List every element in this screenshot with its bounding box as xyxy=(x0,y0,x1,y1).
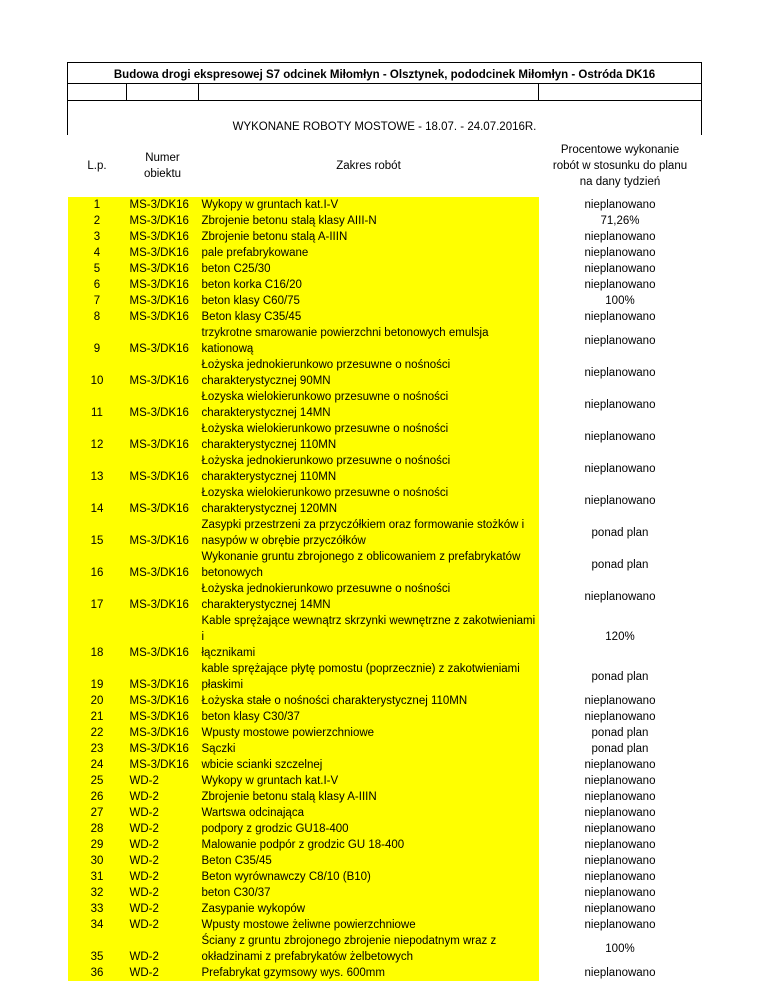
table-row xyxy=(68,757,702,773)
table-row xyxy=(68,325,702,357)
work-scope: beton korka C16/20 xyxy=(199,277,539,293)
row-number: 36 xyxy=(68,965,127,981)
work-scope: Zasypanie wykopów xyxy=(199,901,539,917)
table-row xyxy=(68,805,702,821)
work-scope: Ściany z gruntu zbrojonego zbrojenie niepodatnym wraz z okładzinami z prefabrykatów żelbetowych xyxy=(199,933,539,965)
object-number: MS-3/DK16 xyxy=(127,693,199,709)
row-number: 1 xyxy=(68,197,127,213)
works-table xyxy=(67,62,702,981)
completion-percent: nieplanowano xyxy=(539,485,702,517)
row-number: 22 xyxy=(68,725,127,741)
completion-percent: nieplanowano xyxy=(539,773,702,789)
row-number: 19 xyxy=(68,661,127,693)
blank-row xyxy=(68,84,702,101)
completion-percent: nieplanowano xyxy=(539,245,702,261)
object-number: MS-3/DK16 xyxy=(127,421,199,453)
completion-percent: nieplanowano xyxy=(539,325,702,357)
completion-percent: nieplanowano xyxy=(539,901,702,917)
completion-percent: ponad plan xyxy=(539,741,702,757)
table-row xyxy=(68,261,702,277)
work-scope: Łozyska wielokierunkowo przesuwne o nośności charakterystycznej 14MN xyxy=(199,389,539,421)
row-number: 9 xyxy=(68,325,127,357)
work-scope: Łożyska jednokierunkowo przesuwne o nośności charakterystycznej 110MN xyxy=(199,453,539,485)
row-number: 7 xyxy=(68,293,127,309)
object-number: MS-3/DK16 xyxy=(127,213,199,229)
work-scope: kable sprężające płytę pomostu (poprzecznie) z zakotwieniami płaskimi xyxy=(199,661,539,693)
row-number: 4 xyxy=(68,245,127,261)
table-row xyxy=(68,197,702,213)
blank-cell xyxy=(539,84,702,101)
header-lp: L.p. xyxy=(87,160,107,172)
work-scope: Wpusty mostowe powierzchniowe xyxy=(199,725,539,741)
work-scope: Malowanie podpór z grodzic GU 18-400 xyxy=(199,837,539,853)
table-row xyxy=(68,581,702,613)
object-number: WD-2 xyxy=(127,965,199,981)
work-scope: Zbrojenie betonu stalą klasy A-IIIN xyxy=(199,789,539,805)
object-number: WD-2 xyxy=(127,885,199,901)
work-scope: Wpusty mostowe żeliwne powierzchniowe xyxy=(199,917,539,933)
row-number: 25 xyxy=(68,773,127,789)
row-number: 23 xyxy=(68,741,127,757)
object-number: WD-2 xyxy=(127,789,199,805)
header-object-number: Numer obiektu xyxy=(143,152,182,180)
object-number: MS-3/DK16 xyxy=(127,197,199,213)
object-number: MS-3/DK16 xyxy=(127,709,199,725)
object-number: MS-3/DK16 xyxy=(127,741,199,757)
row-number: 21 xyxy=(68,709,127,725)
row-number: 5 xyxy=(68,261,127,277)
object-number: MS-3/DK16 xyxy=(127,613,199,661)
table-row xyxy=(68,277,702,293)
row-number: 8 xyxy=(68,309,127,325)
completion-percent: nieplanowano xyxy=(539,709,702,725)
document-subtitle: WYKONANE ROBOTY MOSTOWE - 18.07. - 24.07.2016R. xyxy=(68,101,702,136)
table-row xyxy=(68,693,702,709)
object-number: MS-3/DK16 xyxy=(127,581,199,613)
work-scope: Wykonanie gruntu zbrojonego z oblicowaniem z prefabrykatów betonowych xyxy=(199,549,539,581)
row-number: 26 xyxy=(68,789,127,805)
work-scope: Prefabrykat gzymsowy wys. 600mm xyxy=(199,965,539,981)
object-number: MS-3/DK16 xyxy=(127,725,199,741)
table-row xyxy=(68,773,702,789)
completion-percent: nieplanowano xyxy=(539,277,702,293)
document-title: Budowa drogi ekspresowej S7 odcinek Miłomłyn - Olsztynek, pododcinek Miłomłyn - Ostróda DK16 xyxy=(68,63,702,84)
table-row xyxy=(68,357,702,389)
object-number: MS-3/DK16 xyxy=(127,549,199,581)
completion-percent: 100% xyxy=(539,933,702,965)
completion-percent: nieplanowano xyxy=(539,885,702,901)
row-number: 16 xyxy=(68,549,127,581)
work-scope: beton C30/37 xyxy=(199,885,539,901)
completion-percent: ponad plan xyxy=(539,549,702,581)
object-number: MS-3/DK16 xyxy=(127,245,199,261)
object-number: MS-3/DK16 xyxy=(127,517,199,549)
completion-percent: nieplanowano xyxy=(539,837,702,853)
object-number: WD-2 xyxy=(127,821,199,837)
work-scope: Beton klasy C35/45 xyxy=(199,309,539,325)
table-row xyxy=(68,789,702,805)
row-number: 33 xyxy=(68,901,127,917)
table-row xyxy=(68,917,702,933)
object-number: MS-3/DK16 xyxy=(127,389,199,421)
work-scope: Łożyska wielokierunkowo przesuwne o nośności charakterystycznej 110MN xyxy=(199,421,539,453)
object-number: MS-3/DK16 xyxy=(127,293,199,309)
object-number: MS-3/DK16 xyxy=(127,229,199,245)
blank-cell xyxy=(127,84,199,101)
completion-percent: nieplanowano xyxy=(539,581,702,613)
completion-percent: 71,26% xyxy=(539,213,702,229)
table-row xyxy=(68,709,702,725)
spreadsheet xyxy=(67,62,701,981)
completion-percent: nieplanowano xyxy=(539,389,702,421)
work-scope: Kable sprężające wewnątrz skrzynki wewnętrzne z zakotwieniami i łącznikami xyxy=(199,613,539,661)
completion-percent: 100% xyxy=(539,293,702,309)
work-scope: beton C25/30 xyxy=(199,261,539,277)
completion-percent: nieplanowano xyxy=(539,757,702,773)
table-row xyxy=(68,965,702,981)
table-row xyxy=(68,821,702,837)
row-number: 12 xyxy=(68,421,127,453)
row-number: 28 xyxy=(68,821,127,837)
object-number: WD-2 xyxy=(127,805,199,821)
table-row xyxy=(68,869,702,885)
work-scope: Zbrojenie betonu stalą klasy AIII-N xyxy=(199,213,539,229)
work-scope: Wykopy w gruntach kat.I-V xyxy=(199,773,539,789)
table-row xyxy=(68,213,702,229)
object-number: MS-3/DK16 xyxy=(127,661,199,693)
object-number: WD-2 xyxy=(127,853,199,869)
completion-percent: nieplanowano xyxy=(539,805,702,821)
blank-cell xyxy=(199,84,539,101)
row-number: 34 xyxy=(68,917,127,933)
blank-cell xyxy=(68,84,127,101)
object-number: MS-3/DK16 xyxy=(127,453,199,485)
row-number: 18 xyxy=(68,613,127,661)
row-number: 14 xyxy=(68,485,127,517)
table-row xyxy=(68,453,702,485)
header-row xyxy=(68,135,702,197)
work-scope: Wykopy w gruntach kat.I-V xyxy=(199,197,539,213)
row-number: 3 xyxy=(68,229,127,245)
work-scope: Beton C35/45 xyxy=(199,853,539,869)
row-number: 31 xyxy=(68,869,127,885)
row-number: 20 xyxy=(68,693,127,709)
row-number: 2 xyxy=(68,213,127,229)
row-number: 35 xyxy=(68,933,127,965)
object-number: MS-3/DK16 xyxy=(127,309,199,325)
table-row xyxy=(68,885,702,901)
completion-percent: nieplanowano xyxy=(539,309,702,325)
completion-percent: nieplanowano xyxy=(539,229,702,245)
row-number: 6 xyxy=(68,277,127,293)
table-row xyxy=(68,293,702,309)
row-number: 15 xyxy=(68,517,127,549)
table-row xyxy=(68,901,702,917)
table-row xyxy=(68,933,702,965)
object-number: WD-2 xyxy=(127,917,199,933)
completion-percent: ponad plan xyxy=(539,725,702,741)
row-number: 17 xyxy=(68,581,127,613)
table-row xyxy=(68,421,702,453)
row-number: 29 xyxy=(68,837,127,853)
work-scope: Sączki xyxy=(199,741,539,757)
completion-percent: nieplanowano xyxy=(539,869,702,885)
completion-percent: ponad plan xyxy=(539,517,702,549)
table-row xyxy=(68,229,702,245)
object-number: WD-2 xyxy=(127,773,199,789)
title-row xyxy=(68,63,702,84)
work-scope: Wartswa odcinająca xyxy=(199,805,539,821)
object-number: WD-2 xyxy=(127,901,199,917)
object-number: MS-3/DK16 xyxy=(127,757,199,773)
work-scope: pale prefabrykowane xyxy=(199,245,539,261)
completion-percent: nieplanowano xyxy=(539,965,702,981)
object-number: MS-3/DK16 xyxy=(127,485,199,517)
row-number: 11 xyxy=(68,389,127,421)
completion-percent: nieplanowano xyxy=(539,853,702,869)
completion-percent: nieplanowano xyxy=(539,789,702,805)
completion-percent: nieplanowano xyxy=(539,261,702,277)
table-row xyxy=(68,517,702,549)
work-scope: wbicie scianki szczelnej xyxy=(199,757,539,773)
row-number: 32 xyxy=(68,885,127,901)
work-scope: beton klasy C60/75 xyxy=(199,293,539,309)
completion-percent: 120% xyxy=(539,613,702,661)
row-number: 13 xyxy=(68,453,127,485)
subtitle-row xyxy=(68,101,702,136)
completion-percent: nieplanowano xyxy=(539,197,702,213)
table-row xyxy=(68,309,702,325)
work-scope: Łożyska jednokierunkowo przesuwne o nośności charakterystycznej 90MN xyxy=(199,357,539,389)
object-number: MS-3/DK16 xyxy=(127,261,199,277)
table-row xyxy=(68,485,702,517)
table-row xyxy=(68,389,702,421)
row-number: 24 xyxy=(68,757,127,773)
object-number: MS-3/DK16 xyxy=(127,325,199,357)
object-number: MS-3/DK16 xyxy=(127,357,199,389)
completion-percent: nieplanowano xyxy=(539,821,702,837)
table-row xyxy=(68,661,702,693)
table-row xyxy=(68,741,702,757)
work-scope: Łożyska stałe o nośności charakterystycznej 110MN xyxy=(199,693,539,709)
completion-percent: nieplanowano xyxy=(539,693,702,709)
completion-percent: nieplanowano xyxy=(539,357,702,389)
completion-percent: nieplanowano xyxy=(539,917,702,933)
table-row xyxy=(68,245,702,261)
object-number: WD-2 xyxy=(127,869,199,885)
table-row xyxy=(68,613,702,661)
work-scope: beton klasy C30/37 xyxy=(199,709,539,725)
header-percent: Procentowe wykonanie robót w stosunku do planu na dany tydzień xyxy=(552,144,688,188)
work-scope: Łożyska jednokierunkowo przesuwne o nośności charakterystycznej 14MN xyxy=(199,581,539,613)
table-row xyxy=(68,725,702,741)
object-number: MS-3/DK16 xyxy=(127,277,199,293)
row-number: 27 xyxy=(68,805,127,821)
table-row xyxy=(68,837,702,853)
work-scope: Łozyska wielokierunkowo przesuwne o nośności charakterystycznej 120MN xyxy=(199,485,539,517)
work-scope: Zasypki przestrzeni za przyczółkiem oraz formowanie stożków i nasypów w obrębie przyczółków xyxy=(199,517,539,549)
object-number: WD-2 xyxy=(127,933,199,965)
work-scope: Beton wyrównawczy C8/10 (B10) xyxy=(199,869,539,885)
work-scope: trzykrotne smarowanie powierzchni betonowych emulsja kationową xyxy=(199,325,539,357)
completion-percent: ponad plan xyxy=(539,661,702,693)
completion-percent: nieplanowano xyxy=(539,421,702,453)
table-row xyxy=(68,549,702,581)
object-number: WD-2 xyxy=(127,837,199,853)
row-number: 30 xyxy=(68,853,127,869)
row-number: 10 xyxy=(68,357,127,389)
header-scope: Zakres robót xyxy=(336,160,401,172)
work-scope: podpory z grodzic GU18-400 xyxy=(199,821,539,837)
table-row xyxy=(68,853,702,869)
work-scope: Zbrojenie betonu stalą A-IIIN xyxy=(199,229,539,245)
completion-percent: nieplanowano xyxy=(539,453,702,485)
